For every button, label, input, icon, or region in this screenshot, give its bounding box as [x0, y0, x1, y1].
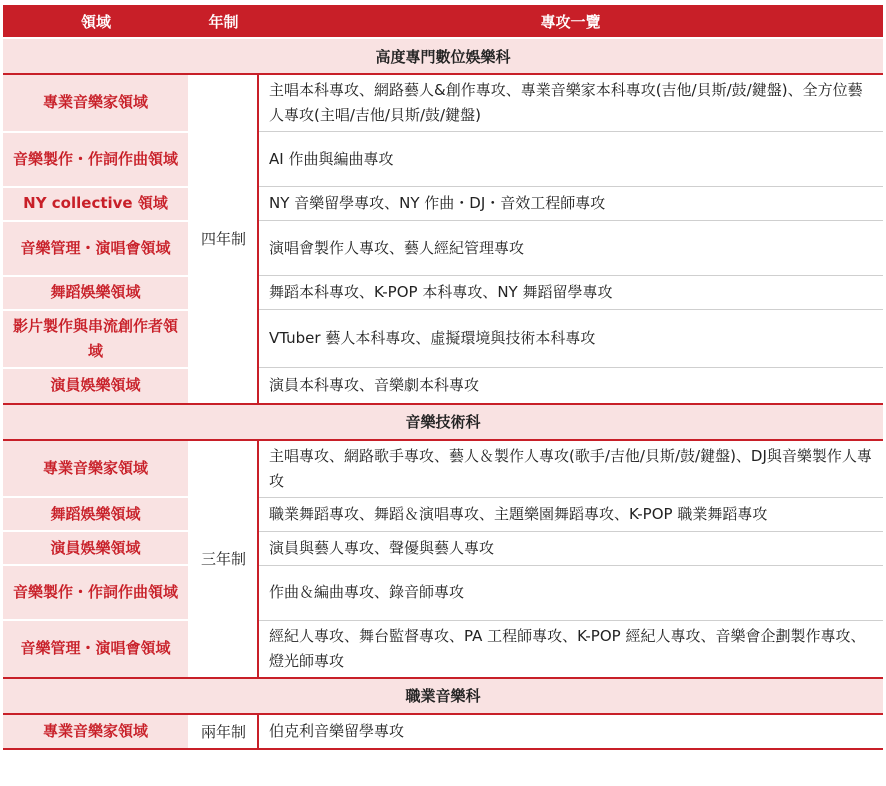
domain-cell: 音樂管理・演唱會領域	[3, 221, 189, 276]
majors-cell: NY 音樂留學專攻、NY 作曲・DJ・音效工程師專攻	[258, 187, 883, 221]
header-years: 年制	[189, 5, 258, 38]
table-row	[3, 310, 883, 368]
header-domain: 領域	[3, 5, 189, 38]
domain-cell: 音樂製作・作詞作曲領域	[3, 132, 189, 187]
majors-cell: 演唱會製作人專攻、藝人經紀管理專攻	[258, 221, 883, 276]
majors-cell: 職業舞蹈專攻、舞蹈＆演唱專攻、主題樂園舞蹈專攻、K-POP 職業舞蹈專攻	[258, 497, 883, 531]
section-title: 高度專門數位娛樂科	[3, 38, 883, 74]
table-row	[3, 368, 883, 404]
domain-cell: 演員娛樂領域	[3, 531, 189, 565]
majors-cell: 作曲＆編曲專攻、錄音師專攻	[258, 565, 883, 620]
section-row	[3, 678, 883, 714]
section-title: 職業音樂科	[3, 678, 883, 714]
years-cell: 兩年制	[189, 714, 258, 749]
domain-cell: 專業音樂家領域	[3, 74, 189, 132]
years-cell: 四年制	[189, 74, 258, 404]
domain-cell: 舞蹈娛樂領域	[3, 497, 189, 531]
table-row	[3, 132, 883, 187]
majors-cell: 主唱本科專攻、網路藝人&創作專攻、專業音樂家本科專攻(吉他/貝斯/鼓/鍵盤)、全方位藝人專攻(主唱/吉他/貝斯/鼓/鍵盤)	[258, 74, 883, 132]
domain-cell: NY collective 領域	[3, 187, 189, 221]
table-row	[3, 187, 883, 221]
majors-cell: VTuber 藝人本科專攻、虛擬環境與技術本科專攻	[258, 310, 883, 368]
table-row	[3, 620, 883, 678]
table-row	[3, 276, 883, 310]
years-cell: 三年制	[189, 440, 258, 678]
domain-cell: 影片製作與串流創作者領域	[3, 310, 189, 368]
section-row	[3, 404, 883, 440]
table-row	[3, 221, 883, 276]
section-row	[3, 38, 883, 74]
majors-cell: 演員本科專攻、音樂劇本科專攻	[258, 368, 883, 404]
majors-cell: 主唱專攻、網路歌手專攻、藝人＆製作人專攻(歌手/吉他/貝斯/鼓/鍵盤)、DJ與音樂製作人專攻	[258, 440, 883, 498]
domain-cell: 音樂製作・作詞作曲領域	[3, 565, 189, 620]
majors-cell: 經紀人專攻、舞台監督專攻、PA 工程師專攻、K-POP 經紀人專攻、音樂會企劃製作專攻、燈光師專攻	[258, 620, 883, 678]
majors-cell: 演員與藝人專攻、聲優與藝人專攻	[258, 531, 883, 565]
header-row	[3, 5, 883, 38]
section-title: 音樂技術科	[3, 404, 883, 440]
domain-cell: 專業音樂家領域	[3, 440, 189, 498]
table-row	[3, 714, 883, 749]
header-majors: 專攻一覽	[258, 5, 883, 38]
table-row	[3, 74, 883, 132]
table-row	[3, 531, 883, 565]
domain-cell: 演員娛樂領域	[3, 368, 189, 404]
table-row	[3, 440, 883, 498]
majors-cell: 舞蹈本科專攻、K-POP 本科專攻、NY 舞蹈留學專攻	[258, 276, 883, 310]
majors-cell: 伯克利音樂留學專攻	[258, 714, 883, 749]
domain-cell: 音樂管理・演唱會領域	[3, 620, 189, 678]
table-row	[3, 497, 883, 531]
domain-cell: 專業音樂家領域	[3, 714, 189, 749]
domain-cell: 舞蹈娛樂領域	[3, 276, 189, 310]
table-row	[3, 565, 883, 620]
majors-table	[3, 5, 883, 750]
majors-cell: AI 作曲與編曲專攻	[258, 132, 883, 187]
